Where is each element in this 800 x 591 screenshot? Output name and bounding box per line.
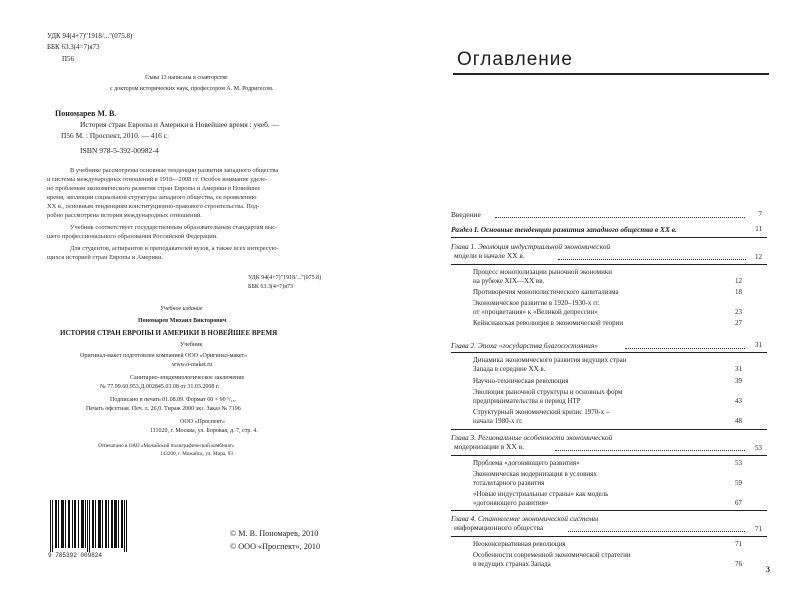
toc-item-line1: Проблема «догоняющего развития» — [473, 459, 580, 467]
chapter-rule — [451, 429, 767, 430]
toc-page: 48 — [735, 417, 742, 425]
toc-page: 71 — [755, 525, 762, 533]
chapter-title-line2: модернизации в XX в. — [454, 442, 524, 451]
toc-chapter-4[interactable] — [451, 514, 598, 532]
toc-page: 11 — [755, 225, 762, 233]
annotation-line: и системы международных отношений в 1918—2008 гг. Особое внимание уделе- — [47, 176, 268, 183]
print-line-1: Подписано в печать 01.08.09. Формат 60 × 90 ¹/₁₆. — [110, 397, 237, 403]
leader-dots — [555, 450, 745, 451]
annotation-line: Учебник соответствует государственным образовательным стандартам выс- — [70, 224, 278, 231]
toc-item[interactable] — [473, 470, 723, 487]
author-name: Пономарев М. В. — [55, 109, 117, 118]
toc-item-line1: Кейнсианская революция в экономической теории — [473, 319, 624, 327]
layout-note: Оригинал-макет подготовлен компанией ООО «Оригинал-макет» — [80, 353, 248, 359]
leader-dots — [625, 348, 745, 349]
bbk-code: ББК 63.3(4=7)я73 — [47, 43, 100, 51]
edition-type: Учебное издание — [160, 306, 203, 312]
toc-item-line1: Эволюция рыночной структуры и основных форм — [473, 388, 623, 396]
heading-rule — [453, 73, 769, 75]
toc-page: 27 — [735, 319, 742, 327]
toc-item-line2: «догоняющего развития» — [473, 498, 549, 507]
toc-item[interactable] — [473, 356, 723, 373]
chapter-rule — [451, 536, 767, 537]
toc-page: 7 — [758, 210, 762, 218]
chapter-title-line1: Глава 4. Становление экономической системы — [451, 514, 599, 523]
toc-page: 67 — [735, 499, 742, 507]
barcode — [48, 500, 128, 560]
annotation-line: В учебнике рассмотрены основные тенденции развития западного общества — [70, 167, 279, 174]
toc-item-line2: тоталитарного развития — [473, 478, 545, 487]
contents-heading: Оглавление — [457, 49, 573, 70]
toc-item[interactable] — [473, 268, 723, 285]
toc-chapter-1[interactable] — [451, 242, 610, 260]
book-title-caps: ИСТОРИЯ СТРАН ЕВРОПЫ И АМЕРИКИ В НОВЕЙШЕЕ ВРЕМЯ — [60, 329, 278, 337]
toc-item-line1: Структурный экономический кризис 1970-х – — [473, 408, 610, 416]
print-line-2: Печать офсетная. Печ. л. 26,0. Тираж 2000 экз. Заказ № 7196 — [86, 406, 241, 412]
toc-page: 23 — [735, 308, 742, 316]
toc-item-line1: «Новые индустриальные страны» как модель — [473, 490, 609, 498]
annotation-line: шего профессионального образования Российской Федерации. — [47, 233, 218, 240]
toc-item[interactable] — [473, 299, 723, 316]
chapter-rule — [451, 455, 767, 456]
barcode-icon — [48, 500, 128, 552]
annotation-line: время, эволюции социальной структуры западного общества, ее проявлению — [47, 194, 257, 201]
udk-code: УДК 94(4+7)"1918/..."(075.8) — [47, 32, 133, 40]
barcode-number: 9 785392 009824 — [48, 552, 103, 559]
printed-line-1: Отпечатано в ОАО «Можайский полиграфический комбинат» — [98, 443, 235, 449]
leader-dots — [568, 531, 745, 532]
copyright-publisher: © ООО «Проспект», 2010 — [230, 542, 321, 551]
toc-item[interactable] — [473, 388, 723, 405]
toc-page: 31 — [735, 365, 742, 373]
toc-chapter-2[interactable] — [451, 341, 598, 350]
chapter-title-line2: информационного общества — [454, 523, 544, 532]
chapter-title-line2: модели в начале XX в. — [454, 251, 525, 260]
toc-item-line1: Неоконсервативная революция — [473, 540, 566, 548]
section-rule — [451, 237, 767, 238]
chapter-rule — [451, 352, 767, 353]
page-number: 3 — [766, 565, 770, 574]
sanitary-line-2: № 77.99.60.953.Д.002845.03.08 от 31.03.2008 г. — [100, 384, 220, 390]
toc-item-line2: от «процветания» к «Великой депрессии» — [473, 307, 598, 316]
toc-item-line2: предпринимательства в период НТР — [473, 396, 581, 405]
toc-page: 31 — [755, 341, 762, 349]
toc-item-line1: Экономическая модернизация в условиях — [473, 470, 597, 478]
toc-intro[interactable]: Введение — [451, 210, 481, 219]
chapter-title-line1: Глава 1. Эволюция индустриальной экономической — [451, 242, 611, 251]
chapter-rule — [451, 510, 767, 511]
book-type: Учебник — [180, 342, 203, 348]
annotation-line: XX в., основным тенденциям конституционно-правового строительства. Под- — [47, 203, 260, 210]
toc-item[interactable] — [473, 459, 723, 468]
toc-item-line1: Особенности современной экономической стратегии — [473, 551, 631, 559]
toc-section-1[interactable]: Раздел I. Основные тенденции развития западного общества в XX в. — [451, 225, 677, 234]
toc-item-line1: Экономическое развитие в 1920–1930-х гг. — [473, 299, 600, 307]
annotation-line: робно рассмотрена история международных отношений. — [47, 212, 202, 219]
toc-item[interactable] — [473, 551, 723, 568]
chapter-title-line1: Глава 2. Эпоха «государства благосостояния» — [451, 341, 598, 350]
toc-chapter-3[interactable] — [451, 433, 612, 451]
chapter-note-1: Глава 13 написана в соавторстве — [145, 75, 228, 81]
book-title-line2: П56 М. : Проспект, 2010. — 416 с. — [61, 131, 169, 140]
author-full-name: Пономарев Михаил Викторович — [138, 318, 227, 324]
toc-page: 18 — [735, 288, 742, 296]
annotation-line: но проблемам экономического развития стран Европы и Америки в Новейшее — [47, 185, 261, 192]
toc-item-line2: начала 1980-х гг. — [473, 416, 523, 425]
toc-item-line1: Научно-техническая революция — [473, 377, 569, 385]
author-code: П56 — [62, 55, 75, 63]
toc-item-line2: Запада в середине XX в. — [473, 364, 546, 373]
toc-item[interactable] — [473, 540, 723, 549]
toc-item[interactable] — [473, 408, 723, 425]
chapter-rule — [451, 264, 767, 265]
toc-item[interactable] — [473, 319, 723, 328]
toc-page: 71 — [735, 540, 742, 548]
udk-code-2: УДК 94(4+7)"1918/..."(075.8) — [248, 275, 322, 281]
toc-item[interactable] — [473, 288, 723, 297]
annotation-line: щихся историей стран Европы и Америки. — [47, 254, 163, 261]
leader-dots — [558, 259, 746, 260]
chapter-note-2: с доктором исторических наук, профессором А. М. Родригесом. — [110, 86, 274, 92]
copyright-author: © М. В. Пономарев, 2010 — [230, 529, 319, 538]
publisher: ООО «Проспект» — [180, 419, 225, 425]
leader-dots — [495, 217, 745, 218]
toc-item-line2: на рубеже XIX—XX вв. — [473, 276, 545, 285]
isbn: ISBN 978-5-392-00982-4 — [80, 146, 159, 155]
annotation-line: Для студентов, аспирантов и преподавателей вузов, а также всех интересую- — [70, 245, 279, 252]
toc-item-line1: Процесс монополизации рыночной экономики — [473, 268, 612, 276]
sanitary-line-1: Санитарно-эпидемиологическое заключение — [130, 375, 245, 381]
site-url: www.o-maket.ru — [172, 362, 213, 368]
printed-line-2: 143200, г. Можайск, ул. Мира, 93 — [160, 451, 233, 457]
toc-item[interactable] — [473, 490, 723, 507]
bbk-code-2: ББК 63.3(4=7)я73 — [248, 284, 294, 290]
toc-item-line2: в ведущих странах Запада — [473, 559, 551, 568]
toc-page: 53 — [735, 459, 742, 467]
book-title-line1: История стран Европы и Америки в Новейшее время : учеб. — — [80, 120, 280, 129]
toc-page: 76 — [735, 560, 742, 568]
toc-item-line1: Динамика экономического развития ведущих стран — [473, 356, 627, 364]
publisher-address: 111020, г. Москва, ул. Боровая, д. 7, стр. 4. — [150, 428, 258, 434]
toc-page: 53 — [755, 444, 762, 452]
chapter-title-line1: Глава 3. Региональные особенности экономической — [451, 433, 613, 442]
toc-page: 59 — [735, 479, 742, 487]
toc-item[interactable] — [473, 377, 723, 386]
toc-page: 12 — [755, 253, 762, 261]
toc-item-line1: Противоречия монополистического капитализма — [473, 288, 619, 296]
toc-page: 12 — [735, 277, 742, 285]
toc-page: 43 — [735, 397, 742, 405]
toc-page: 39 — [735, 377, 742, 385]
